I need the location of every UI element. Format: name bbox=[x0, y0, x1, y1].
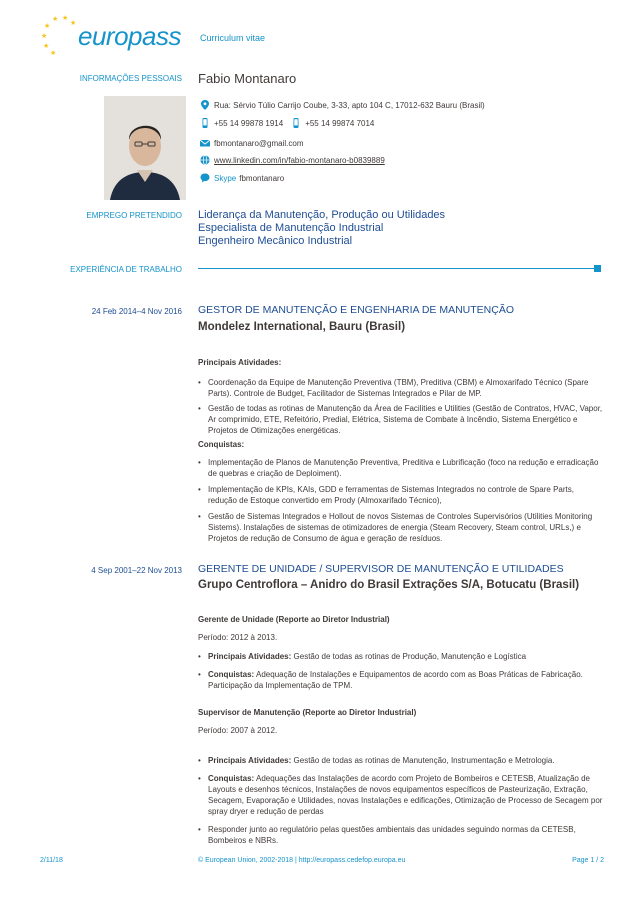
svg-text:★: ★ bbox=[41, 32, 48, 40]
list-item: • Coordenação da Equipe de Manutenção Preventiva (TBM), Preditiva (CBM) e Almoxarifado Técnico (Spare Parts). Controle de Budget, Facilitador de Sistemas Integrados e Pilar de MP. bbox=[198, 377, 604, 399]
phone-icon bbox=[200, 118, 210, 128]
list-item: • Conquistas: Adequações das Instalações de acordo com Projeto de Bombeiros e CETESB, Atualização de Layouts e desenhos técnicos, Instalações de novos equipamentos específicos de Pasteurização, Extração, Secagem, Evaporação e Utilidades, novas Instalações e edificações, Otimização de Processo de Secagem por spray dryer e redução de perdas bbox=[198, 773, 604, 817]
job-dates: 4 Sep 2001–22 Nov 2013 bbox=[91, 566, 182, 575]
footer-date: 2/11/18 bbox=[40, 857, 63, 864]
desired-job-line: Engenheiro Mecânico Industrial bbox=[198, 235, 353, 247]
job-dates: 24 Feb 2014–4 Nov 2016 bbox=[91, 307, 182, 316]
linkedin-link[interactable]: www.linkedin.com/in/fabio-montanaro-b0839889 bbox=[214, 155, 385, 165]
logo-wordmark: europass bbox=[78, 21, 181, 51]
contact-email bbox=[200, 138, 304, 148]
desired-job-line: Especialista de Manutenção Industrial bbox=[198, 222, 384, 234]
svg-text:★: ★ bbox=[44, 22, 51, 30]
job-title: GERENTE DE UNIDADE / SUPERVISOR DE MANUTENÇÃO E UTILIDADES bbox=[198, 563, 564, 575]
section-divider bbox=[198, 268, 594, 269]
svg-text:★: ★ bbox=[70, 19, 77, 27]
document-type: Curriculum vitae bbox=[200, 33, 266, 43]
section-label-experience: EXPERIÊNCIA DE TRABALHO bbox=[70, 265, 182, 274]
email-icon bbox=[200, 138, 210, 148]
skype-label: Skype bbox=[214, 173, 237, 183]
section-label-desired-job: EMPREGO PRETENDIDO bbox=[86, 211, 182, 220]
svg-text:★: ★ bbox=[43, 42, 50, 50]
eu-stars-icon bbox=[40, 14, 80, 58]
list-item: • Implementação de Planos de Manutenção Preventiva, Preditiva e Lubrificação (foco na redução e erradicação de quebras e criação de Deploiment). bbox=[198, 457, 604, 479]
phone-2[interactable]: +55 14 99874 7014 bbox=[305, 118, 375, 128]
svg-text:★: ★ bbox=[62, 14, 69, 22]
desired-job-list bbox=[198, 209, 445, 248]
job-title: GESTOR DE MANUTENÇÃO E ENGENHARIA DE MANUTENÇÃO bbox=[198, 304, 515, 316]
list-item: • Implementação de KPIs, KAIs, GDD e ferramentas de Sistemas Integrados no controle de Spare Parts, redução de Estoque convertido em Prody (Almoxarifado Técnico), bbox=[198, 484, 604, 506]
profile-photo bbox=[104, 96, 186, 200]
list-item: • Gestão de todas as rotinas de Manutenção da Área de Facilities e Utilities (Gestão de Contratos, HVAC, Vapor, Ar comprimido, ETE, Refeitório, Predial, Elétrica, Sistema de Combate à Incêndio, Sistema Energético e Projetos de Otimizações energéticas. bbox=[198, 403, 604, 436]
role-heading: Supervisor de Manutenção (Reporte ao Diretor Industrial) bbox=[198, 708, 417, 717]
skype-handle: fbmontanaro bbox=[239, 173, 285, 183]
footer-copyright[interactable]: © European Union, 2002-2018 | http://europass.cedefop.europa.eu bbox=[198, 857, 406, 864]
contact-address bbox=[200, 100, 485, 110]
section-label-personal: INFORMAÇÕES PESSOAIS bbox=[79, 74, 182, 83]
list-item: • Gestão de Sistemas Integrados e Hollout de novos Sistemas de Controles Supervisórios (Utilities Monitoring Sistems). Instalações de sistemas de otimizadores de energia (Steam Recovery, Steam control, URLs,) e Projetos de redução de Consumo de água e geração de resíduos. bbox=[198, 511, 604, 544]
candidate-name: Fabio Montanaro bbox=[198, 71, 297, 86]
list-item: • Principais Atividades: Gestão de todas as rotinas de Manutenção, Instrumentação e Metrologia. bbox=[198, 755, 604, 766]
section-divider-marker bbox=[594, 265, 601, 272]
role-period: Período: 2012 à 2013. bbox=[198, 633, 278, 642]
address-text: Rua: Sérvio Túlio Carrijo Coube, 3-33, apto 104 C, 17012-632 Bauru (Brasil) bbox=[214, 100, 485, 110]
location-pin-icon bbox=[200, 100, 210, 110]
svg-text:★: ★ bbox=[52, 15, 59, 23]
activities-heading: Principais Atividades: bbox=[198, 358, 282, 367]
svg-text:★: ★ bbox=[50, 49, 57, 57]
globe-icon bbox=[200, 155, 210, 165]
footer-page-number: Page 1 / 2 bbox=[572, 857, 604, 864]
contact-phones bbox=[200, 118, 374, 128]
europass-logo bbox=[40, 14, 192, 58]
mobile-phone-icon bbox=[291, 118, 301, 128]
chat-bubble-icon bbox=[200, 173, 210, 183]
role-period: Período: 2007 à 2012. bbox=[198, 726, 278, 735]
email-text[interactable]: fbmontanaro@gmail.com bbox=[214, 138, 304, 148]
desired-job-line: Liderança da Manutenção, Produção ou Utilidades bbox=[198, 209, 446, 221]
contact-skype bbox=[200, 173, 284, 183]
list-item: • Principais Atividades: Gestão de todas as rotinas de Produção, Manutenção e Logística bbox=[198, 651, 604, 662]
contact-website bbox=[200, 155, 385, 165]
role-heading: Gerente de Unidade (Reporte ao Diretor Industrial) bbox=[198, 615, 390, 624]
list-item: • Responder junto ao regulatório pelas questões ambientais das unidades seguindo normas da CETESB, Bombeiros e NBRs. bbox=[198, 824, 604, 846]
employer-name: Mondelez International, Bauru (Brasil) bbox=[198, 321, 406, 333]
phone-1[interactable]: +55 14 99878 1914 bbox=[214, 118, 284, 128]
list-item: • Conquistas: Adequação de Instalações e Equipamentos de acordo com as Boas Práticas de Fabricação. Participação da Implementação de TPM. bbox=[198, 669, 604, 691]
employer-name: Grupo Centroflora – Anidro do Brasil Extrações S/A, Botucatu (Brasil) bbox=[198, 579, 580, 591]
achievements-heading: Conquistas: bbox=[198, 440, 245, 449]
